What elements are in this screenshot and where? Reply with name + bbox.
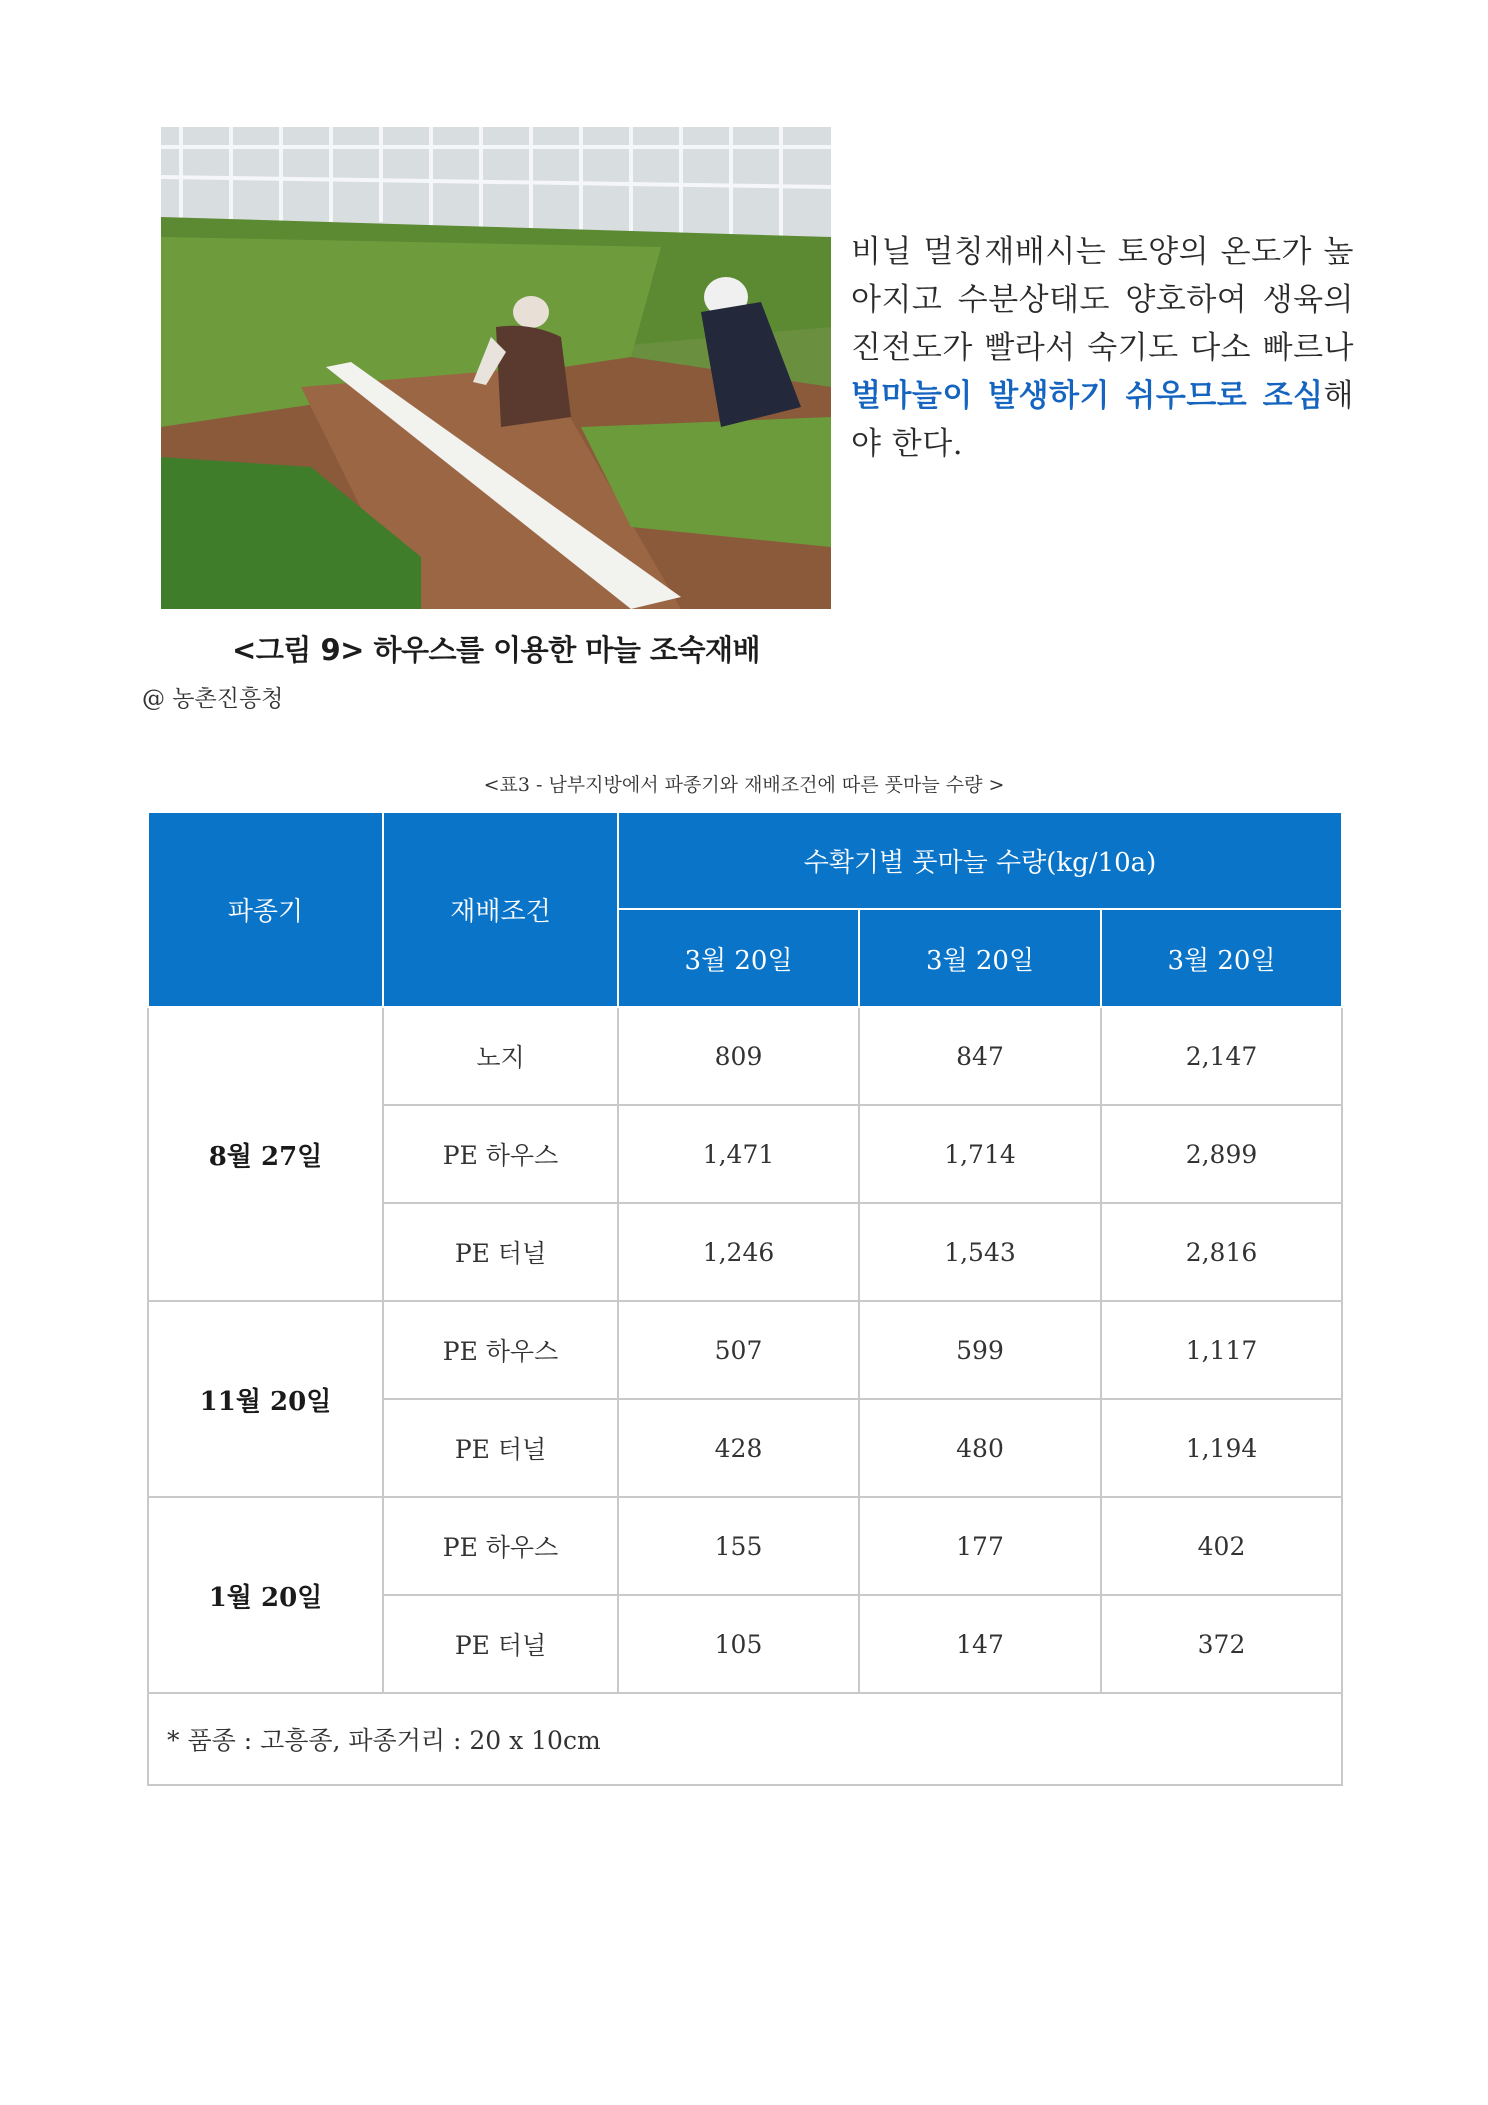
value-cell: 480 [859,1399,1101,1497]
figure-caption: <그림 9> 하우스를 이용한 마늘 조숙재배 [232,633,760,667]
value-cell: 809 [618,1007,859,1105]
header-sowing: 파종기 [148,812,383,1007]
condition-cell: PE 하우스 [383,1105,618,1203]
condition-cell: PE 하우스 [383,1301,618,1399]
value-cell: 1,246 [618,1203,859,1301]
header-condition: 재배조건 [383,812,618,1007]
header-yield-group: 수확기별 풋마늘 수량(kg/10a) [618,812,1342,909]
value-cell: 2,816 [1101,1203,1342,1301]
value-cell: 1,117 [1101,1301,1342,1399]
condition-cell: 노지 [383,1007,618,1105]
sowing-cell: 1월 20일 [148,1497,383,1693]
value-cell: 105 [618,1595,859,1693]
greenhouse-garlic-photo [161,127,831,609]
condition-cell: PE 터널 [383,1203,618,1301]
header-date: 3월 20일 [618,909,859,1007]
sowing-cell: 11월 20일 [148,1301,383,1497]
paragraph-text-end: 해야 한다. [851,378,1354,462]
value-cell: 177 [859,1497,1101,1595]
value-cell: 372 [1101,1595,1342,1693]
value-cell: 1,543 [859,1203,1101,1301]
condition-cell: PE 터널 [383,1595,618,1693]
value-cell: 2,147 [1101,1007,1342,1105]
value-cell: 1,471 [618,1105,859,1203]
value-cell: 847 [859,1007,1101,1105]
table-title: <표3 - 남부지방에서 파종기와 재배조건에 따른 풋마늘 수량 > [483,774,1005,796]
condition-cell: PE 하우스 [383,1497,618,1595]
paragraph-text: 비닐 멀칭재배시는 토양의 온도가 높아지고 수분상태도 양호하여 생육의 진전도가 빨라서 숙기도 다소 빠르나 [851,234,1354,366]
table-footnote: * 품종 : 고흥종, 파종거리 : 20 x 10cm [148,1693,1342,1785]
image-source: @ 농촌진흥청 [142,686,284,712]
sowing-cell: 8월 27일 [148,1007,383,1301]
value-cell: 2,899 [1101,1105,1342,1203]
condition-cell: PE 터널 [383,1399,618,1497]
yield-table [147,811,1343,1786]
value-cell: 1,714 [859,1105,1101,1203]
value-cell: 402 [1101,1497,1342,1595]
value-cell: 1,194 [1101,1399,1342,1497]
value-cell: 507 [618,1301,859,1399]
table-row [148,1007,1342,1105]
value-cell: 428 [618,1399,859,1497]
body-paragraph [851,228,1354,468]
value-cell: 599 [859,1301,1101,1399]
header-date: 3월 20일 [1101,909,1342,1007]
value-cell: 155 [618,1497,859,1595]
value-cell: 147 [859,1595,1101,1693]
table-row [148,1497,1342,1595]
header-date: 3월 20일 [859,909,1101,1007]
table-row [148,1301,1342,1399]
paragraph-highlight: 벌마늘이 발생하기 쉬우므로 조심 [851,378,1324,414]
